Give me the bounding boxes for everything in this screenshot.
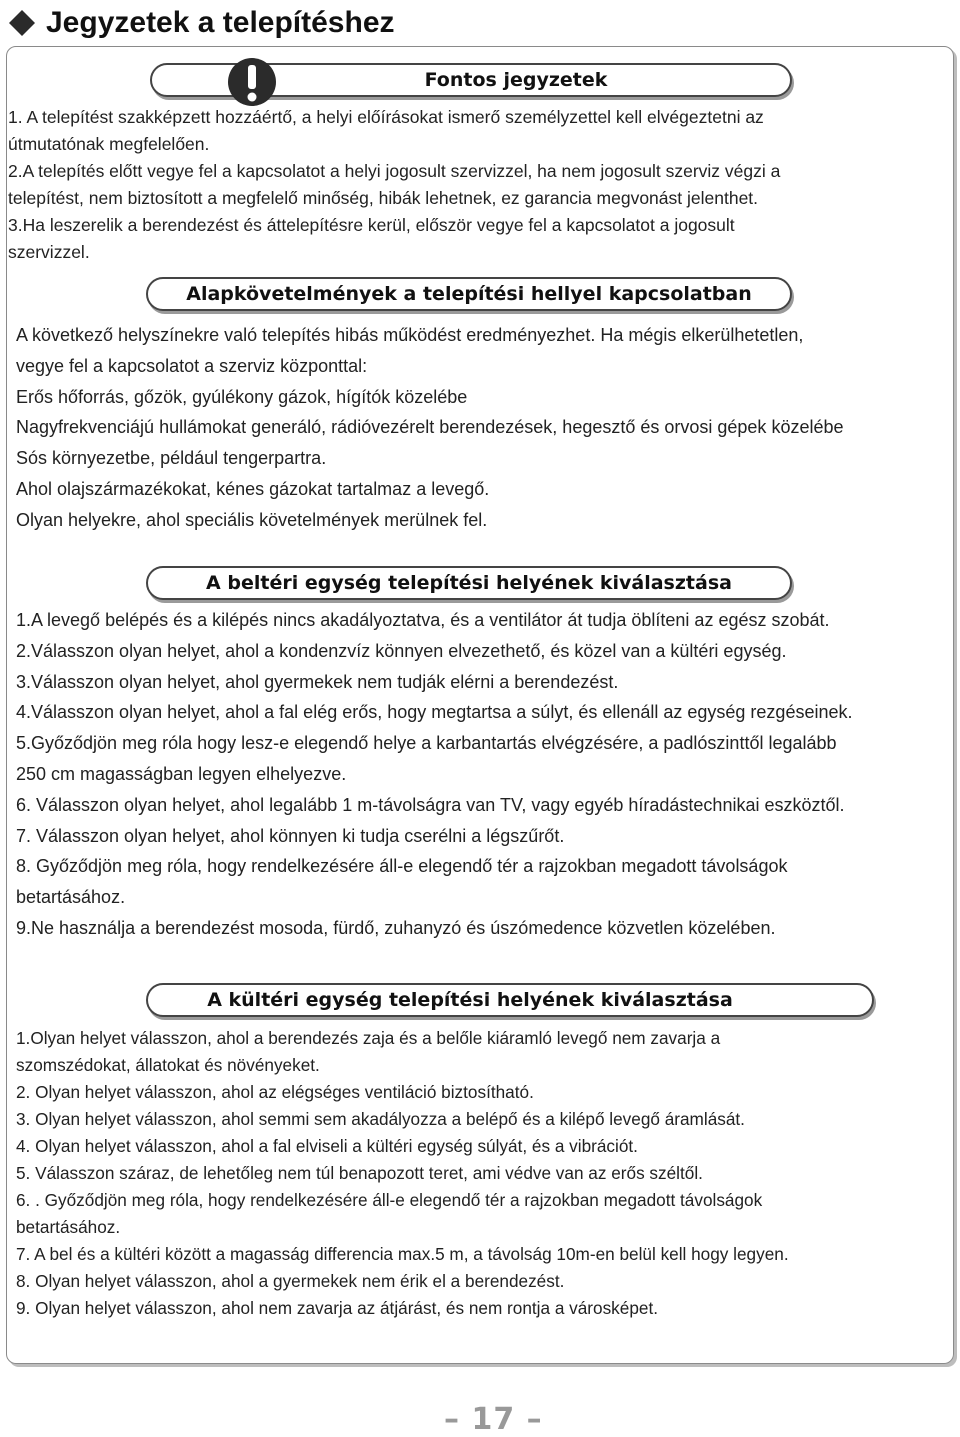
text-line: 6. . Győződjön meg róla, hogy rendelkezésére áll-e elegendő tér a rajzokban megadott távolságok bbox=[16, 1190, 763, 1210]
text-line: A következő helyszínekre való telepítés hibás működést eredményezhet. Ha mégis elkerülhetetlen, bbox=[16, 325, 804, 345]
text-line: Nagyfrekvenciájú hullámokat generáló, rádióvezérelt berendezések, hegesztő és orvosi gépek közelébe bbox=[16, 417, 844, 438]
text-line: szomszédokat, állatokat és növényeket. bbox=[16, 1055, 320, 1075]
text-line: 8. Győződjön meg róla, hogy rendelkezésére áll-e elegendő tér a rajzokban megadott távolságok bbox=[16, 856, 788, 877]
text-line: 3. Olyan helyet válasszon, ahol semmi sem akadályozza a belépő és a kilépő levegő áramlását. bbox=[16, 1109, 745, 1129]
basic-requirements-text bbox=[16, 320, 956, 536]
text-line: 2.A telepítés előtt vegye fel a kapcsolatot a helyi jogosult szervizzel, ha nem jogosult szerviz végzi a bbox=[8, 161, 781, 181]
text-line: Ahol olajszármazékokat, kénes gázokat tartalmaz a levegő. bbox=[16, 478, 490, 499]
page-title bbox=[8, 2, 395, 44]
page-number: – 17 – bbox=[444, 1402, 543, 1437]
text-line: 250 cm magasságban legyen elhelyezve. bbox=[16, 763, 347, 784]
text-line: 5.Győződjön meg róla hogy lesz-e elegendő helye a karbantartás elvégzésére, a padlószinttől legalább bbox=[16, 733, 837, 754]
section-heading-outdoor: A kültéri egység telepítési helyének kiválasztása bbox=[146, 983, 874, 1017]
page-title-text: Jegyzetek a telepítéshez bbox=[46, 6, 395, 39]
indoor-unit-text bbox=[16, 605, 956, 944]
text-line: szervizzel. bbox=[8, 242, 90, 262]
text-line: 2.Válasszon olyan helyet, ahol a kondenzvíz könnyen elvezethető, és közel van a kültéri egység. bbox=[16, 640, 787, 661]
text-line: útmutatónak megfelelően. bbox=[8, 134, 210, 154]
section-heading-important: Fontos jegyzetek bbox=[150, 63, 792, 97]
text-line: 5. Válasszon száraz, de lehetőleg nem túl benapozott teret, ami védve van az erős széltől. bbox=[16, 1163, 703, 1183]
text-line: Erős hőforrás, gőzök, gyúlékony gázok, hígítók közelébe bbox=[16, 386, 468, 407]
text-line: 7. A bel és a kültéri között a magasság differencia max.5 m, a távolság 10m-en belül kell hogy legyen. bbox=[16, 1244, 789, 1264]
text-line: 6. Válasszon olyan helyet, ahol legalább 1 m-távolságra van TV, vagy egyéb híradástechnikai eszköztől. bbox=[16, 794, 845, 815]
text-line: 9. Olyan helyet válasszon, ahol nem zavarja az átjárást, és nem rontja a városképet. bbox=[16, 1298, 658, 1318]
text-line: 7. Válasszon olyan helyet, ahol könnyen ki tudja cserélni a légszűrőt. bbox=[16, 825, 565, 846]
diamond-icon bbox=[8, 9, 36, 37]
important-notes-text bbox=[8, 104, 948, 266]
text-line: 3.Ha leszerelik a berendezést és áttelepítésre kerül, először vegye fel a kapcsolatot a jogosult bbox=[8, 215, 735, 235]
text-line: 9.Ne használja a berendezést mosoda, fürdő, zuhanyzó és úszómedence közvetlen közelében. bbox=[16, 917, 776, 938]
text-line: 1. A telepítést szakképzett hozzáértő, a helyi előírásokat ismerő személyzettel kell elvégeztetni az bbox=[8, 107, 764, 127]
text-line: telepítést, nem biztosított a megfelelő minőség, hibák lehetnek, ez garancia megvonást jelenthet. bbox=[8, 188, 759, 208]
text-line: 4.Válasszon olyan helyet, ahol a fal elég erős, hogy megtartsa a súlyt, és ellenáll az egység rezgéseinek. bbox=[16, 702, 853, 723]
text-line: Sós környezetbe, például tengerpartra. bbox=[16, 448, 327, 469]
text-line: 2. Olyan helyet válasszon, ahol az elégséges ventiláció biztosítható. bbox=[16, 1082, 534, 1102]
text-line: 1.A levegő belépés és a kilépés nincs akadályoztatva, és a ventilátor át tudja öblíteni az egész szobát. bbox=[16, 610, 830, 630]
text-line: vegye fel a kapcsolatot a szerviz központtal: bbox=[16, 355, 368, 376]
section-heading-indoor: A beltéri egység telepítési helyének kiválasztása bbox=[146, 566, 792, 600]
text-line: Olyan helyekre, ahol speciális követelmények merülnek fel. bbox=[16, 509, 488, 530]
text-line: 8. Olyan helyet válasszon, ahol a gyermekek nem érik el a berendezést. bbox=[16, 1271, 565, 1291]
outdoor-unit-text bbox=[16, 1025, 956, 1322]
text-line: betartásához. bbox=[16, 887, 126, 908]
exclamation-icon bbox=[226, 56, 278, 108]
text-line: 3.Válasszon olyan helyet, ahol gyermekek nem tudják elérni a berendezést. bbox=[16, 671, 619, 692]
text-line: betartásához. bbox=[16, 1217, 121, 1237]
text-line: 1.Olyan helyet válasszon, ahol a berendezés zaja és a belőle kiáramló levegő nem zavarja a bbox=[16, 1028, 721, 1048]
section-heading-basic: Alapkövetelmények a telepítési hellyel kapcsolatban bbox=[146, 277, 792, 311]
text-line: 4. Olyan helyet válasszon, ahol a fal elviseli a kültéri egység súlyát, és a vibrációt. bbox=[16, 1136, 638, 1156]
